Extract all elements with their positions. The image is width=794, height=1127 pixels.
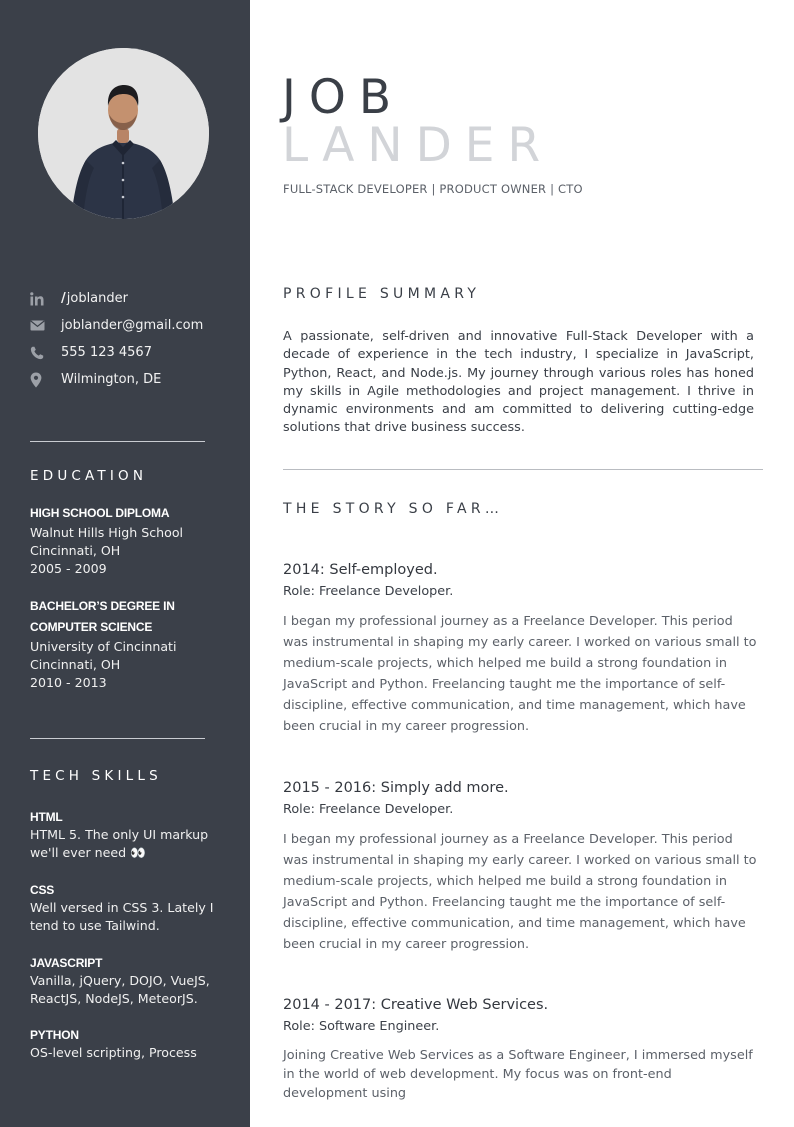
education-heading: EDUCATION: [30, 468, 148, 484]
skill-name: PYTHON: [30, 1028, 79, 1042]
skill-name: JAVASCRIPT: [30, 956, 103, 970]
degree-title: COMPUTER SCIENCE: [30, 620, 153, 634]
school-name: Walnut Hills High School: [30, 525, 184, 540]
linkedin-handle: joblander: [66, 291, 128, 306]
location-text: Wilmington, DE: [61, 372, 162, 387]
story-title: 2014: Self-employed.: [283, 562, 438, 578]
tech-skills-heading: TECH SKILLS: [30, 768, 162, 784]
skill-description: Vanilla, jQuery, DOJO, VueJS, ReactJS, NodeJS, MeteorJS.: [30, 973, 210, 1006]
profile-summary-text: A passionate, self-driven and innovative Full-Stack Developer with a decade of experience in the tech industry, I specialize in JavaScript, Python, React, and Node.js. My journey through various roles has honed my skills in Agile methodologies and project management. I thrive in dynamic environments and am committed to delivering cutting-edge solutions that drive business success.: [283, 329, 754, 436]
story-entry: [283, 778, 758, 955]
skill-item: [30, 881, 235, 935]
linkedin-icon: [30, 290, 52, 308]
story-body: I began my professional journey as a Freelance Developer. This period was instrumental in shaping my early career. I worked on various small to medium-scale projects, which helped me build a strong foundation in JavaScript and Python. Freelancing taught me the importance of self-discipline, effective communication, and time management, which have been crucial in my career progression.: [283, 832, 757, 952]
linkedin-prefix: /: [61, 291, 66, 306]
avatar-illustration: [38, 48, 209, 219]
avatar: [38, 48, 209, 219]
story-role: Role: Software Engineer.: [283, 1019, 440, 1034]
education-item: [30, 503, 235, 578]
skill-item: [30, 808, 235, 862]
sidebar-divider: [30, 441, 205, 442]
phone-icon: [30, 344, 52, 362]
name-last: LANDER: [282, 118, 554, 173]
story-heading: THE STORY SO FAR…: [283, 501, 504, 517]
story-role: Role: Freelance Developer.: [283, 802, 454, 817]
name-first: JOB: [282, 70, 405, 125]
school-years: 2005 - 2009: [30, 561, 107, 576]
location-pin-icon: [30, 371, 52, 389]
school-name: University of Cincinnati: [30, 639, 177, 654]
story-body: I began my professional journey as a Freelance Developer. This period was instrumental in shaping my early career. I worked on various small to medium-scale projects, which helped me build a strong foundation in JavaScript and Python. Freelancing taught me the importance of self-discipline, effective communication, and time management, which have been crucial in my career progression.: [283, 614, 757, 734]
email-icon: [30, 317, 52, 335]
story-body: Joining Creative Web Services as a Software Engineer, I immersed myself in the world of web development. My focus was on front-end development using: [283, 1048, 753, 1101]
profile-summary-heading: PROFILE SUMMARY: [283, 286, 481, 302]
skill-item: [30, 954, 235, 1008]
contact-location: [30, 366, 240, 393]
story-title: 2014 - 2017: Creative Web Services.: [283, 997, 549, 1013]
school-city: Cincinnati, OH: [30, 657, 121, 672]
contact-linkedin[interactable]: [30, 285, 240, 312]
job-subtitle: FULL-STACK DEVELOPER | PRODUCT OWNER | CTO: [283, 182, 583, 196]
story-title: 2015 - 2016: Simply add more.: [283, 780, 509, 796]
story-entry: [283, 995, 758, 1103]
skill-item: [30, 1026, 235, 1062]
school-years: 2010 - 2013: [30, 675, 107, 690]
email-text: joblander@gmail.com: [61, 318, 204, 333]
skill-description: OS-level scripting, Process: [30, 1045, 197, 1060]
story-role: Role: Freelance Developer.: [283, 584, 454, 599]
degree-title: BACHELOR’S DEGREE IN: [30, 599, 175, 613]
school-city: Cincinnati, OH: [30, 543, 121, 558]
sidebar-divider: [30, 738, 205, 739]
phone-text: 555 123 4567: [61, 345, 152, 360]
skill-name: HTML: [30, 810, 63, 824]
skill-description: Well versed in CSS 3. Lately I tend to use Tailwind.: [30, 900, 214, 933]
story-entry: [283, 560, 758, 737]
education-item: [30, 596, 235, 692]
degree-title: HIGH SCHOOL DIPLOMA: [30, 506, 170, 520]
skill-name: CSS: [30, 883, 55, 897]
contact-email[interactable]: [30, 312, 240, 339]
contact-list: [30, 285, 240, 393]
contact-phone[interactable]: [30, 339, 240, 366]
skill-description: HTML 5. The only UI markup we'll ever need 👀: [30, 827, 209, 860]
main-divider: [283, 469, 763, 470]
sidebar: [0, 0, 250, 1127]
